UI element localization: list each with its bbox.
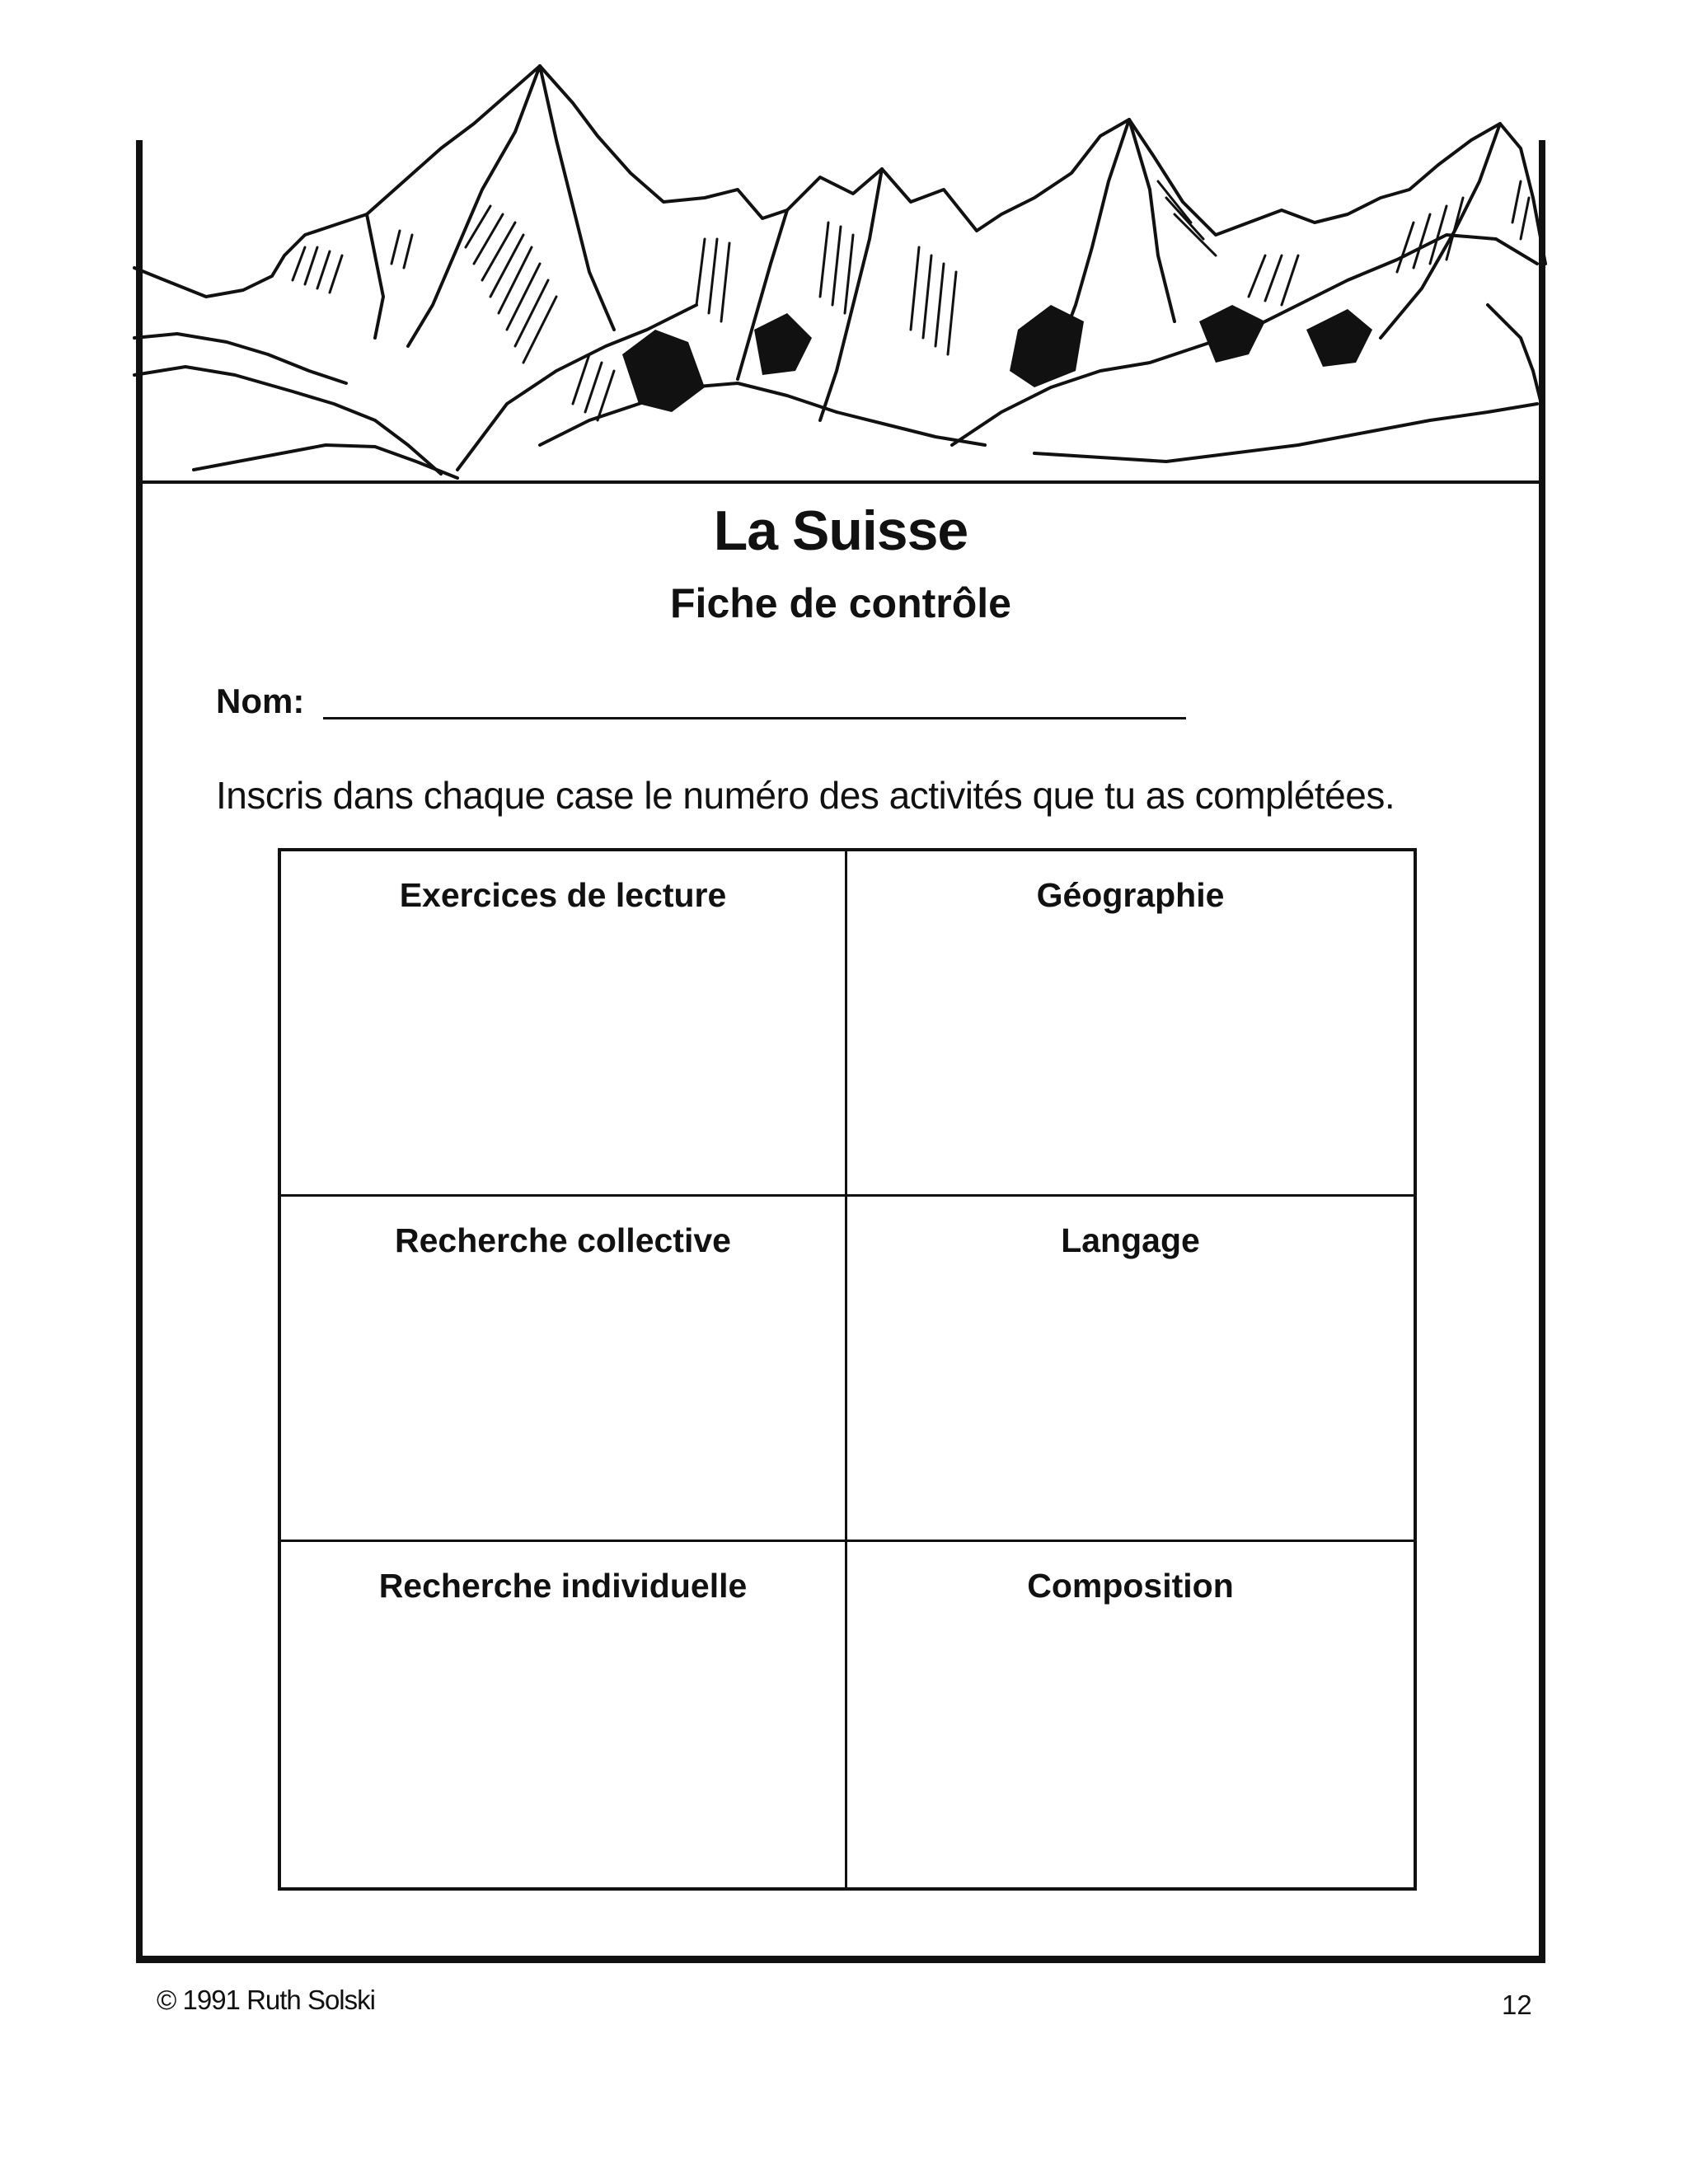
page-subtitle: Fiche de contrôle [670, 580, 1011, 626]
name-field[interactable] [323, 717, 1186, 719]
cell-recherche-collective[interactable] [281, 1197, 847, 1542]
cell-exercices-de-lecture[interactable] [281, 851, 847, 1197]
cell-recherche-individuelle[interactable] [281, 1542, 847, 1887]
page-number: 12 [1502, 1990, 1532, 2020]
cell-label: Composition [1027, 1567, 1234, 1605]
cell-label: Géographie [1036, 876, 1225, 914]
cell-composition[interactable] [847, 1542, 1414, 1887]
cell-label: Exercices de lecture [399, 876, 727, 914]
instructions-text: Inscris dans chaque case le numéro des activités que tu as complétées. [216, 774, 1395, 817]
name-label: Nom: [216, 682, 305, 720]
header-divider [136, 480, 1545, 484]
cell-label: Langage [1061, 1221, 1200, 1259]
page-title: La Suisse [713, 499, 968, 562]
copyright-notice: © 1991 Ruth Solski [157, 1985, 375, 2015]
cell-label: Recherche collective [395, 1221, 731, 1259]
cell-langage[interactable] [847, 1197, 1414, 1542]
cell-label: Recherche individuelle [378, 1567, 748, 1605]
cell-geographie[interactable] [847, 851, 1414, 1197]
activity-grid [278, 848, 1417, 1891]
